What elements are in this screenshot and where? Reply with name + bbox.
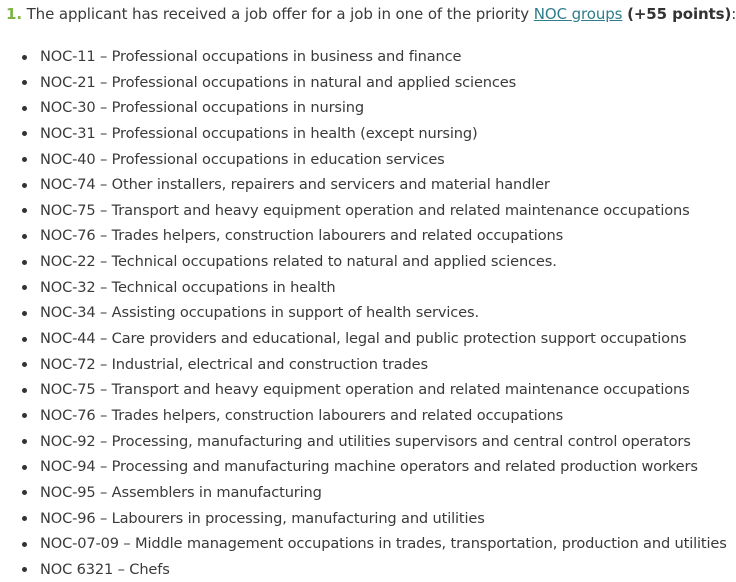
list-item-text: NOC-34 – Assisting occupations in support of health services. [40,304,479,322]
points-label: (+55 points) [627,5,732,23]
list-item [0,506,727,532]
noc-groups-link[interactable]: NOC groups [533,5,623,23]
bullet-icon [22,106,27,111]
list-item-text: NOC-21 – Professional occupations in natural and applied sciences [40,73,517,91]
list-item-text: NOC-74 – Other installers, repairers and servicers and material handler [40,176,550,194]
list-item [0,198,727,224]
bullet-icon [22,260,27,265]
list-item [0,531,727,557]
bullet-icon [22,157,27,162]
list-item-text: NOC-92 – Processing, manufacturing and utilities supervisors and central control operators [40,432,691,450]
criterion-heading: 1. The applicant has received a job offer for a job in one of the priority NOC groups (+55 points): [6,5,736,23]
bullet-icon [22,55,27,60]
list-item [0,480,727,506]
list-item [0,95,727,121]
list-item-text: NOC-32 – Technical occupations in health [40,278,336,296]
list-item [0,44,727,70]
list-item [0,454,727,480]
list-item-text: NOC-96 – Labourers in processing, manufacturing and utilities [40,509,485,527]
list-item-text: NOC-76 – Trades helpers, construction labourers and related occupations [40,406,564,424]
list-item-text: NOC-22 – Technical occupations related to natural and applied sciences. [40,253,557,271]
list-item-text: NOC-30 – Professional occupations in nursing [40,99,364,117]
list-item [0,249,727,275]
list-item-text: NOC-72 – Industrial, electrical and construction trades [40,355,428,373]
bullet-icon [22,131,27,136]
list-item-text: NOC-95 – Assemblers in manufacturing [40,483,322,501]
bullet-icon [22,413,27,418]
list-item [0,70,727,96]
bullet-icon [22,567,27,572]
bullet-icon [22,490,27,495]
list-item [0,326,727,352]
list-item [0,275,727,301]
bullet-icon [22,439,27,444]
list-item [0,147,727,173]
list-item [0,377,727,403]
list-item-text: NOC 6321 – Chefs [40,560,170,578]
list-item-text: NOC-11 – Professional occupations in business and finance [40,48,462,65]
bullet-icon [22,208,27,213]
bullet-icon [22,311,27,316]
list-item-text: NOC-40 – Professional occupations in education services [40,150,445,168]
list-item [0,403,727,429]
list-item [0,121,727,147]
list-item-text: NOC-75 – Transport and heavy equipment operation and related maintenance occupations [40,381,690,399]
bullet-icon [22,362,27,367]
list-item-text: NOC-94 – Processing and manufacturing machine operators and related production workers [40,458,698,476]
heading-text: The applicant has received a job offer for a job in one of the priority [21,5,534,23]
bullet-icon [22,234,27,239]
list-item [0,557,727,582]
list-item [0,172,727,198]
bullet-icon [22,388,27,393]
list-number: 1. [6,5,22,23]
bullet-icon [22,516,27,521]
list-item-text: NOC-07-09 – Middle management occupations in trades, transportation, production and utilities [40,535,727,553]
bullet-icon [22,337,27,342]
bullet-icon [22,465,27,470]
list-item [0,429,727,455]
list-item-text: NOC-44 – Care providers and educational, legal and public protection support occupations [40,330,687,348]
bullet-icon [22,183,27,188]
bullet-icon [22,80,27,85]
list-item [0,223,727,249]
list-item-text: NOC-76 – Trades helpers, construction labourers and related occupations [40,227,564,245]
list-item-text: NOC-31 – Professional occupations in health (except nursing) [40,124,478,142]
noc-list [0,44,727,582]
list-item [0,352,727,378]
list-item-text: NOC-75 – Transport and heavy equipment operation and related maintenance occupations [40,201,690,219]
list-item [0,300,727,326]
bullet-icon [22,285,27,290]
bullet-icon [22,542,27,547]
